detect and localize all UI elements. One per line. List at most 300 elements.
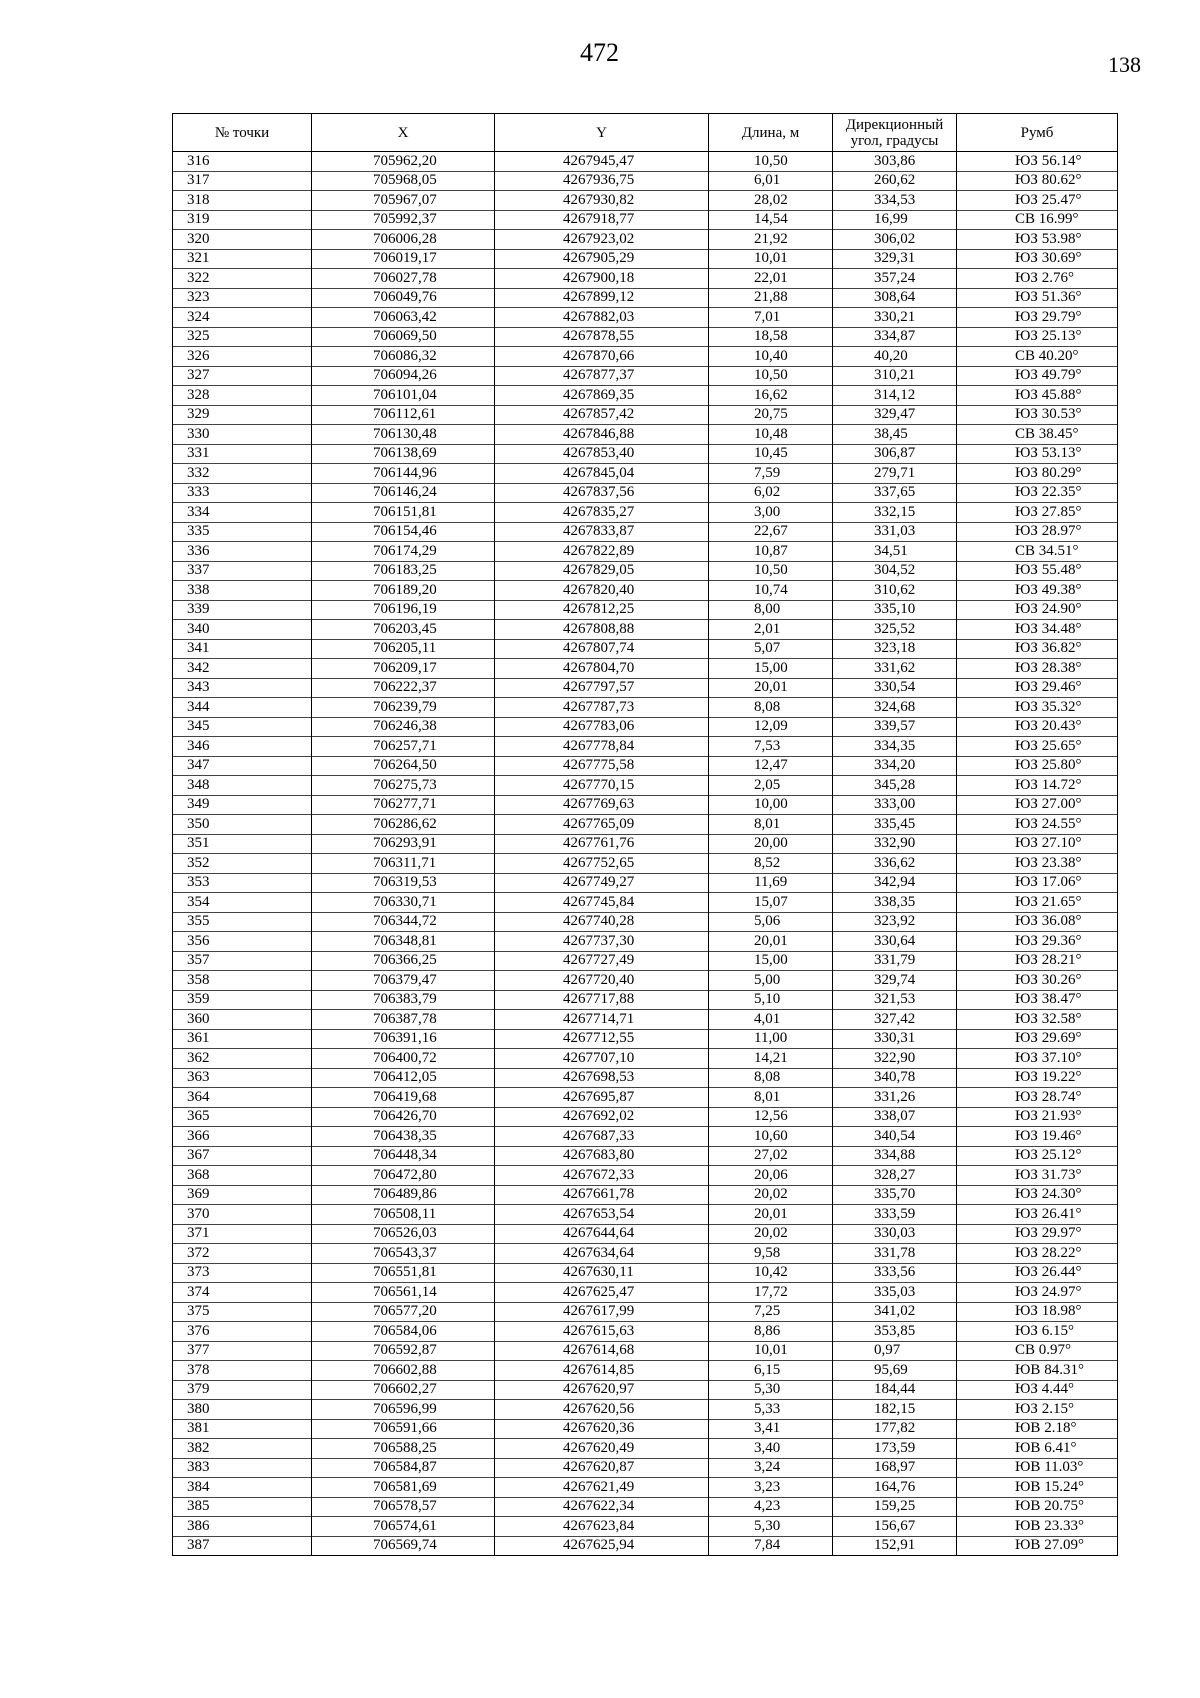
angle-cell: 342,94: [833, 873, 957, 893]
x-cell: 706348,81: [312, 932, 495, 952]
y-cell: 4267620,49: [495, 1439, 709, 1459]
x-cell: 706203,45: [312, 620, 495, 640]
length-cell: 7,59: [709, 464, 833, 484]
length-cell: 5,06: [709, 912, 833, 932]
angle-cell: 156,67: [833, 1517, 957, 1537]
y-cell: 4267625,47: [495, 1283, 709, 1303]
y-cell: 4267804,70: [495, 659, 709, 679]
table-row: [173, 152, 1118, 172]
y-cell: 4267615,63: [495, 1322, 709, 1342]
angle-cell: 335,45: [833, 815, 957, 835]
y-cell: 4267877,37: [495, 366, 709, 386]
y-cell: 4267620,56: [495, 1400, 709, 1420]
length-cell: 20,75: [709, 405, 833, 425]
table-row: [173, 776, 1118, 796]
rumb-cell: ЮЗ 4.44°: [957, 1380, 1118, 1400]
rumb-cell: ЮЗ 28.38°: [957, 659, 1118, 679]
table-row: [173, 951, 1118, 971]
x-cell: 706543,37: [312, 1244, 495, 1264]
point-cell: 321: [173, 249, 312, 269]
rumb-cell: ЮВ 27.09°: [957, 1536, 1118, 1556]
rumb-cell: ЮЗ 2.76°: [957, 269, 1118, 289]
point-cell: 382: [173, 1439, 312, 1459]
point-cell: 385: [173, 1497, 312, 1517]
point-cell: 323: [173, 288, 312, 308]
x-cell: 706508,11: [312, 1205, 495, 1225]
rumb-cell: ЮЗ 80.29°: [957, 464, 1118, 484]
point-cell: 368: [173, 1166, 312, 1186]
angle-cell: 325,52: [833, 620, 957, 640]
x-cell: 706344,72: [312, 912, 495, 932]
point-cell: 336: [173, 542, 312, 562]
rumb-cell: ЮЗ 37.10°: [957, 1049, 1118, 1069]
y-cell: 4267707,10: [495, 1049, 709, 1069]
rumb-cell: ЮЗ 24.30°: [957, 1185, 1118, 1205]
x-cell: 706275,73: [312, 776, 495, 796]
point-cell: 367: [173, 1146, 312, 1166]
length-cell: 2,05: [709, 776, 833, 796]
angle-cell: 16,99: [833, 210, 957, 230]
x-cell: 706581,69: [312, 1478, 495, 1498]
table-row: [173, 1263, 1118, 1283]
point-cell: 351: [173, 834, 312, 854]
length-cell: 10,48: [709, 425, 833, 445]
y-cell: 4267936,75: [495, 171, 709, 191]
point-cell: 383: [173, 1458, 312, 1478]
x-cell: 706584,87: [312, 1458, 495, 1478]
y-cell: 4267769,63: [495, 795, 709, 815]
table-row: [173, 990, 1118, 1010]
x-cell: 706101,04: [312, 386, 495, 406]
table-row: [173, 600, 1118, 620]
length-cell: 8,52: [709, 854, 833, 874]
table-row: [173, 561, 1118, 581]
y-cell: 4267918,77: [495, 210, 709, 230]
rumb-cell: ЮВ 23.33°: [957, 1517, 1118, 1537]
angle-cell: 323,92: [833, 912, 957, 932]
x-cell: 706319,53: [312, 873, 495, 893]
y-cell: 4267672,33: [495, 1166, 709, 1186]
y-cell: 4267614,85: [495, 1361, 709, 1381]
table-row: [173, 717, 1118, 737]
rumb-cell: ЮВ 11.03°: [957, 1458, 1118, 1478]
angle-cell: 330,03: [833, 1224, 957, 1244]
rumb-cell: ЮЗ 49.79°: [957, 366, 1118, 386]
page-number: 138: [1108, 52, 1141, 77]
table-row: [173, 1127, 1118, 1147]
length-cell: 15,07: [709, 893, 833, 913]
rumb-cell: ЮЗ 2.15°: [957, 1400, 1118, 1420]
rumb-cell: ЮЗ 53.13°: [957, 444, 1118, 464]
length-cell: 8,01: [709, 1088, 833, 1108]
length-cell: 10,40: [709, 347, 833, 367]
table-header-row: [173, 114, 1118, 152]
angle-cell: 340,54: [833, 1127, 957, 1147]
rumb-cell: ЮЗ 30.69°: [957, 249, 1118, 269]
point-cell: 333: [173, 483, 312, 503]
angle-cell: 331,78: [833, 1244, 957, 1264]
point-cell: 371: [173, 1224, 312, 1244]
y-cell: 4267752,65: [495, 854, 709, 874]
length-cell: 27,02: [709, 1146, 833, 1166]
angle-cell: 340,78: [833, 1068, 957, 1088]
length-cell: 10,87: [709, 542, 833, 562]
length-cell: 4,01: [709, 1010, 833, 1030]
length-cell: 6,01: [709, 171, 833, 191]
x-cell: 706151,81: [312, 503, 495, 523]
y-cell: 4267845,04: [495, 464, 709, 484]
table-row: [173, 288, 1118, 308]
table-row: [173, 1244, 1118, 1264]
length-cell: 3,00: [709, 503, 833, 523]
x-cell: 706383,79: [312, 990, 495, 1010]
length-cell: 8,08: [709, 1068, 833, 1088]
length-cell: 20,01: [709, 932, 833, 952]
rumb-cell: ЮЗ 29.36°: [957, 932, 1118, 952]
rumb-cell: ЮЗ 17.06°: [957, 873, 1118, 893]
x-cell: 706049,76: [312, 288, 495, 308]
length-cell: 17,72: [709, 1283, 833, 1303]
y-cell: 4267614,68: [495, 1341, 709, 1361]
length-cell: 11,00: [709, 1029, 833, 1049]
x-cell: 706426,70: [312, 1107, 495, 1127]
point-cell: 374: [173, 1283, 312, 1303]
length-cell: 2,01: [709, 620, 833, 640]
rumb-cell: ЮЗ 49.38°: [957, 581, 1118, 601]
table-row: [173, 308, 1118, 328]
length-cell: 10,42: [709, 1263, 833, 1283]
rumb-cell: ЮЗ 28.21°: [957, 951, 1118, 971]
angle-cell: 333,59: [833, 1205, 957, 1225]
rumb-cell: ЮЗ 29.46°: [957, 678, 1118, 698]
table-row: [173, 1380, 1118, 1400]
y-cell: 4267808,88: [495, 620, 709, 640]
point-cell: 316: [173, 152, 312, 172]
rumb-cell: ЮЗ 30.26°: [957, 971, 1118, 991]
angle-cell: 168,97: [833, 1458, 957, 1478]
angle-cell: 332,90: [833, 834, 957, 854]
y-cell: 4267778,84: [495, 737, 709, 757]
document-number: 472: [580, 38, 619, 67]
table-row: [173, 1361, 1118, 1381]
x-cell: 706183,25: [312, 561, 495, 581]
y-cell: 4267869,35: [495, 386, 709, 406]
rumb-cell: ЮЗ 38.47°: [957, 990, 1118, 1010]
length-cell: 7,84: [709, 1536, 833, 1556]
y-cell: 4267623,84: [495, 1517, 709, 1537]
point-cell: 364: [173, 1088, 312, 1108]
length-cell: 18,58: [709, 327, 833, 347]
table-row: [173, 1400, 1118, 1420]
y-cell: 4267775,58: [495, 756, 709, 776]
table-row: [173, 1283, 1118, 1303]
rumb-cell: ЮЗ 14.72°: [957, 776, 1118, 796]
rumb-cell: ЮЗ 36.82°: [957, 639, 1118, 659]
angle-cell: 0,97: [833, 1341, 957, 1361]
length-cell: 7,01: [709, 308, 833, 328]
length-cell: 16,62: [709, 386, 833, 406]
point-cell: 338: [173, 581, 312, 601]
rumb-cell: ЮЗ 24.55°: [957, 815, 1118, 835]
x-cell: 706144,96: [312, 464, 495, 484]
table-row: [173, 1107, 1118, 1127]
rumb-cell: ЮЗ 24.97°: [957, 1283, 1118, 1303]
point-cell: 365: [173, 1107, 312, 1127]
point-cell: 350: [173, 815, 312, 835]
y-cell: 4267945,47: [495, 152, 709, 172]
x-cell: 706174,29: [312, 542, 495, 562]
angle-cell: 334,53: [833, 191, 957, 211]
length-cell: 11,69: [709, 873, 833, 893]
point-cell: 369: [173, 1185, 312, 1205]
point-cell: 380: [173, 1400, 312, 1420]
point-cell: 341: [173, 639, 312, 659]
point-cell: 370: [173, 1205, 312, 1225]
point-cell: 349: [173, 795, 312, 815]
table-row: [173, 425, 1118, 445]
point-cell: 363: [173, 1068, 312, 1088]
angle-cell: 182,15: [833, 1400, 957, 1420]
length-cell: 3,23: [709, 1478, 833, 1498]
length-cell: 10,45: [709, 444, 833, 464]
angle-cell: 304,52: [833, 561, 957, 581]
rumb-cell: СВ 34.51°: [957, 542, 1118, 562]
y-cell: 4267644,64: [495, 1224, 709, 1244]
table-row: [173, 1068, 1118, 1088]
angle-cell: 335,70: [833, 1185, 957, 1205]
rumb-cell: ЮЗ 34.48°: [957, 620, 1118, 640]
rumb-cell: ЮЗ 25.12°: [957, 1146, 1118, 1166]
point-cell: 358: [173, 971, 312, 991]
point-cell: 376: [173, 1322, 312, 1342]
angle-cell: 331,26: [833, 1088, 957, 1108]
angle-cell: 152,91: [833, 1536, 957, 1556]
table-row: [173, 912, 1118, 932]
length-cell: 5,30: [709, 1380, 833, 1400]
x-cell: 706311,71: [312, 854, 495, 874]
length-cell: 15,00: [709, 951, 833, 971]
table-row: [173, 873, 1118, 893]
header-angle: Дирекционный угол, градусы: [833, 114, 957, 152]
table-row: [173, 756, 1118, 776]
x-cell: 706591,66: [312, 1419, 495, 1439]
table-row: [173, 1088, 1118, 1108]
length-cell: 20,00: [709, 834, 833, 854]
table-row: [173, 522, 1118, 542]
table-row: [173, 1224, 1118, 1244]
point-cell: 360: [173, 1010, 312, 1030]
coordinates-table: [172, 113, 1118, 1556]
point-cell: 377: [173, 1341, 312, 1361]
length-cell: 10,01: [709, 1341, 833, 1361]
point-cell: 362: [173, 1049, 312, 1069]
length-cell: 8,00: [709, 600, 833, 620]
angle-cell: 329,47: [833, 405, 957, 425]
x-cell: 706112,61: [312, 405, 495, 425]
point-cell: 326: [173, 347, 312, 367]
length-cell: 10,00: [709, 795, 833, 815]
rumb-cell: ЮВ 6.41°: [957, 1439, 1118, 1459]
x-cell: 706448,34: [312, 1146, 495, 1166]
angle-cell: 327,42: [833, 1010, 957, 1030]
length-cell: 10,01: [709, 249, 833, 269]
x-cell: 706209,17: [312, 659, 495, 679]
x-cell: 706019,17: [312, 249, 495, 269]
angle-cell: 308,64: [833, 288, 957, 308]
table-row: [173, 1341, 1118, 1361]
y-cell: 4267765,09: [495, 815, 709, 835]
angle-cell: 324,68: [833, 698, 957, 718]
x-cell: 706130,48: [312, 425, 495, 445]
y-cell: 4267740,28: [495, 912, 709, 932]
y-cell: 4267749,27: [495, 873, 709, 893]
x-cell: 706138,69: [312, 444, 495, 464]
rumb-cell: СВ 0.97°: [957, 1341, 1118, 1361]
point-cell: 353: [173, 873, 312, 893]
y-cell: 4267899,12: [495, 288, 709, 308]
x-cell: 706189,20: [312, 581, 495, 601]
length-cell: 14,54: [709, 210, 833, 230]
x-cell: 706293,91: [312, 834, 495, 854]
length-cell: 8,01: [709, 815, 833, 835]
length-cell: 4,23: [709, 1497, 833, 1517]
rumb-cell: ЮЗ 25.47°: [957, 191, 1118, 211]
y-cell: 4267745,84: [495, 893, 709, 913]
y-cell: 4267620,87: [495, 1458, 709, 1478]
x-cell: 706588,25: [312, 1439, 495, 1459]
table-row: [173, 230, 1118, 250]
point-cell: 375: [173, 1302, 312, 1322]
rumb-cell: ЮЗ 26.44°: [957, 1263, 1118, 1283]
header-rumb: Румб: [957, 114, 1118, 152]
table-row: [173, 1146, 1118, 1166]
angle-cell: 95,69: [833, 1361, 957, 1381]
x-cell: 706602,88: [312, 1361, 495, 1381]
length-cell: 5,33: [709, 1400, 833, 1420]
y-cell: 4267930,82: [495, 191, 709, 211]
angle-cell: 331,62: [833, 659, 957, 679]
y-cell: 4267683,80: [495, 1146, 709, 1166]
length-cell: 20,02: [709, 1224, 833, 1244]
angle-cell: 339,57: [833, 717, 957, 737]
rumb-cell: ЮЗ 26.41°: [957, 1205, 1118, 1225]
point-cell: 342: [173, 659, 312, 679]
y-cell: 4267905,29: [495, 249, 709, 269]
y-cell: 4267761,76: [495, 834, 709, 854]
angle-cell: 177,82: [833, 1419, 957, 1439]
rumb-cell: ЮЗ 56.14°: [957, 152, 1118, 172]
y-cell: 4267900,18: [495, 269, 709, 289]
length-cell: 8,08: [709, 698, 833, 718]
header-length: Длина, м: [709, 114, 833, 152]
table-row: [173, 1439, 1118, 1459]
point-cell: 354: [173, 893, 312, 913]
point-cell: 372: [173, 1244, 312, 1264]
x-cell: 706146,24: [312, 483, 495, 503]
x-cell: 706472,80: [312, 1166, 495, 1186]
angle-cell: 322,90: [833, 1049, 957, 1069]
x-cell: 706489,86: [312, 1185, 495, 1205]
table-row: [173, 1049, 1118, 1069]
length-cell: 20,01: [709, 1205, 833, 1225]
point-cell: 355: [173, 912, 312, 932]
length-cell: 12,09: [709, 717, 833, 737]
rumb-cell: ЮЗ 51.36°: [957, 288, 1118, 308]
point-cell: 343: [173, 678, 312, 698]
angle-cell: 333,00: [833, 795, 957, 815]
point-cell: 331: [173, 444, 312, 464]
rumb-cell: ЮЗ 80.62°: [957, 171, 1118, 191]
x-cell: 706086,32: [312, 347, 495, 367]
length-cell: 10,74: [709, 581, 833, 601]
y-cell: 4267833,87: [495, 522, 709, 542]
angle-cell: 357,24: [833, 269, 957, 289]
rumb-cell: ЮЗ 31.73°: [957, 1166, 1118, 1186]
point-cell: 317: [173, 171, 312, 191]
angle-cell: 279,71: [833, 464, 957, 484]
length-cell: 12,47: [709, 756, 833, 776]
y-cell: 4267698,53: [495, 1068, 709, 1088]
point-cell: 325: [173, 327, 312, 347]
rumb-cell: ЮЗ 25.80°: [957, 756, 1118, 776]
table-row: [173, 1322, 1118, 1342]
y-cell: 4267787,73: [495, 698, 709, 718]
x-cell: 706602,27: [312, 1380, 495, 1400]
y-cell: 4267653,54: [495, 1205, 709, 1225]
length-cell: 22,67: [709, 522, 833, 542]
table-row: [173, 659, 1118, 679]
point-cell: 322: [173, 269, 312, 289]
header-x: X: [312, 114, 495, 152]
rumb-cell: СВ 16.99°: [957, 210, 1118, 230]
x-cell: 706205,11: [312, 639, 495, 659]
length-cell: 3,24: [709, 1458, 833, 1478]
table-row: [173, 1517, 1118, 1537]
point-cell: 339: [173, 600, 312, 620]
rumb-cell: ЮЗ 28.97°: [957, 522, 1118, 542]
angle-cell: 345,28: [833, 776, 957, 796]
point-cell: 366: [173, 1127, 312, 1147]
point-cell: 345: [173, 717, 312, 737]
angle-cell: 330,64: [833, 932, 957, 952]
rumb-cell: ЮЗ 21.65°: [957, 893, 1118, 913]
table-row: [173, 1478, 1118, 1498]
angle-cell: 323,18: [833, 639, 957, 659]
angle-cell: 328,27: [833, 1166, 957, 1186]
x-cell: 706569,74: [312, 1536, 495, 1556]
length-cell: 10,60: [709, 1127, 833, 1147]
point-cell: 319: [173, 210, 312, 230]
x-cell: 706006,28: [312, 230, 495, 250]
x-cell: 705968,05: [312, 171, 495, 191]
rumb-cell: ЮЗ 28.74°: [957, 1088, 1118, 1108]
point-cell: 320: [173, 230, 312, 250]
header-point: № точки: [173, 114, 312, 152]
angle-cell: 337,65: [833, 483, 957, 503]
point-cell: 347: [173, 756, 312, 776]
angle-cell: 184,44: [833, 1380, 957, 1400]
x-cell: 705992,37: [312, 210, 495, 230]
rumb-cell: ЮВ 15.24°: [957, 1478, 1118, 1498]
x-cell: 706391,16: [312, 1029, 495, 1049]
angle-cell: 38,45: [833, 425, 957, 445]
table-row: [173, 347, 1118, 367]
x-cell: 705962,20: [312, 152, 495, 172]
angle-cell: 334,35: [833, 737, 957, 757]
point-cell: 324: [173, 308, 312, 328]
rumb-cell: ЮЗ 30.53°: [957, 405, 1118, 425]
point-cell: 334: [173, 503, 312, 523]
